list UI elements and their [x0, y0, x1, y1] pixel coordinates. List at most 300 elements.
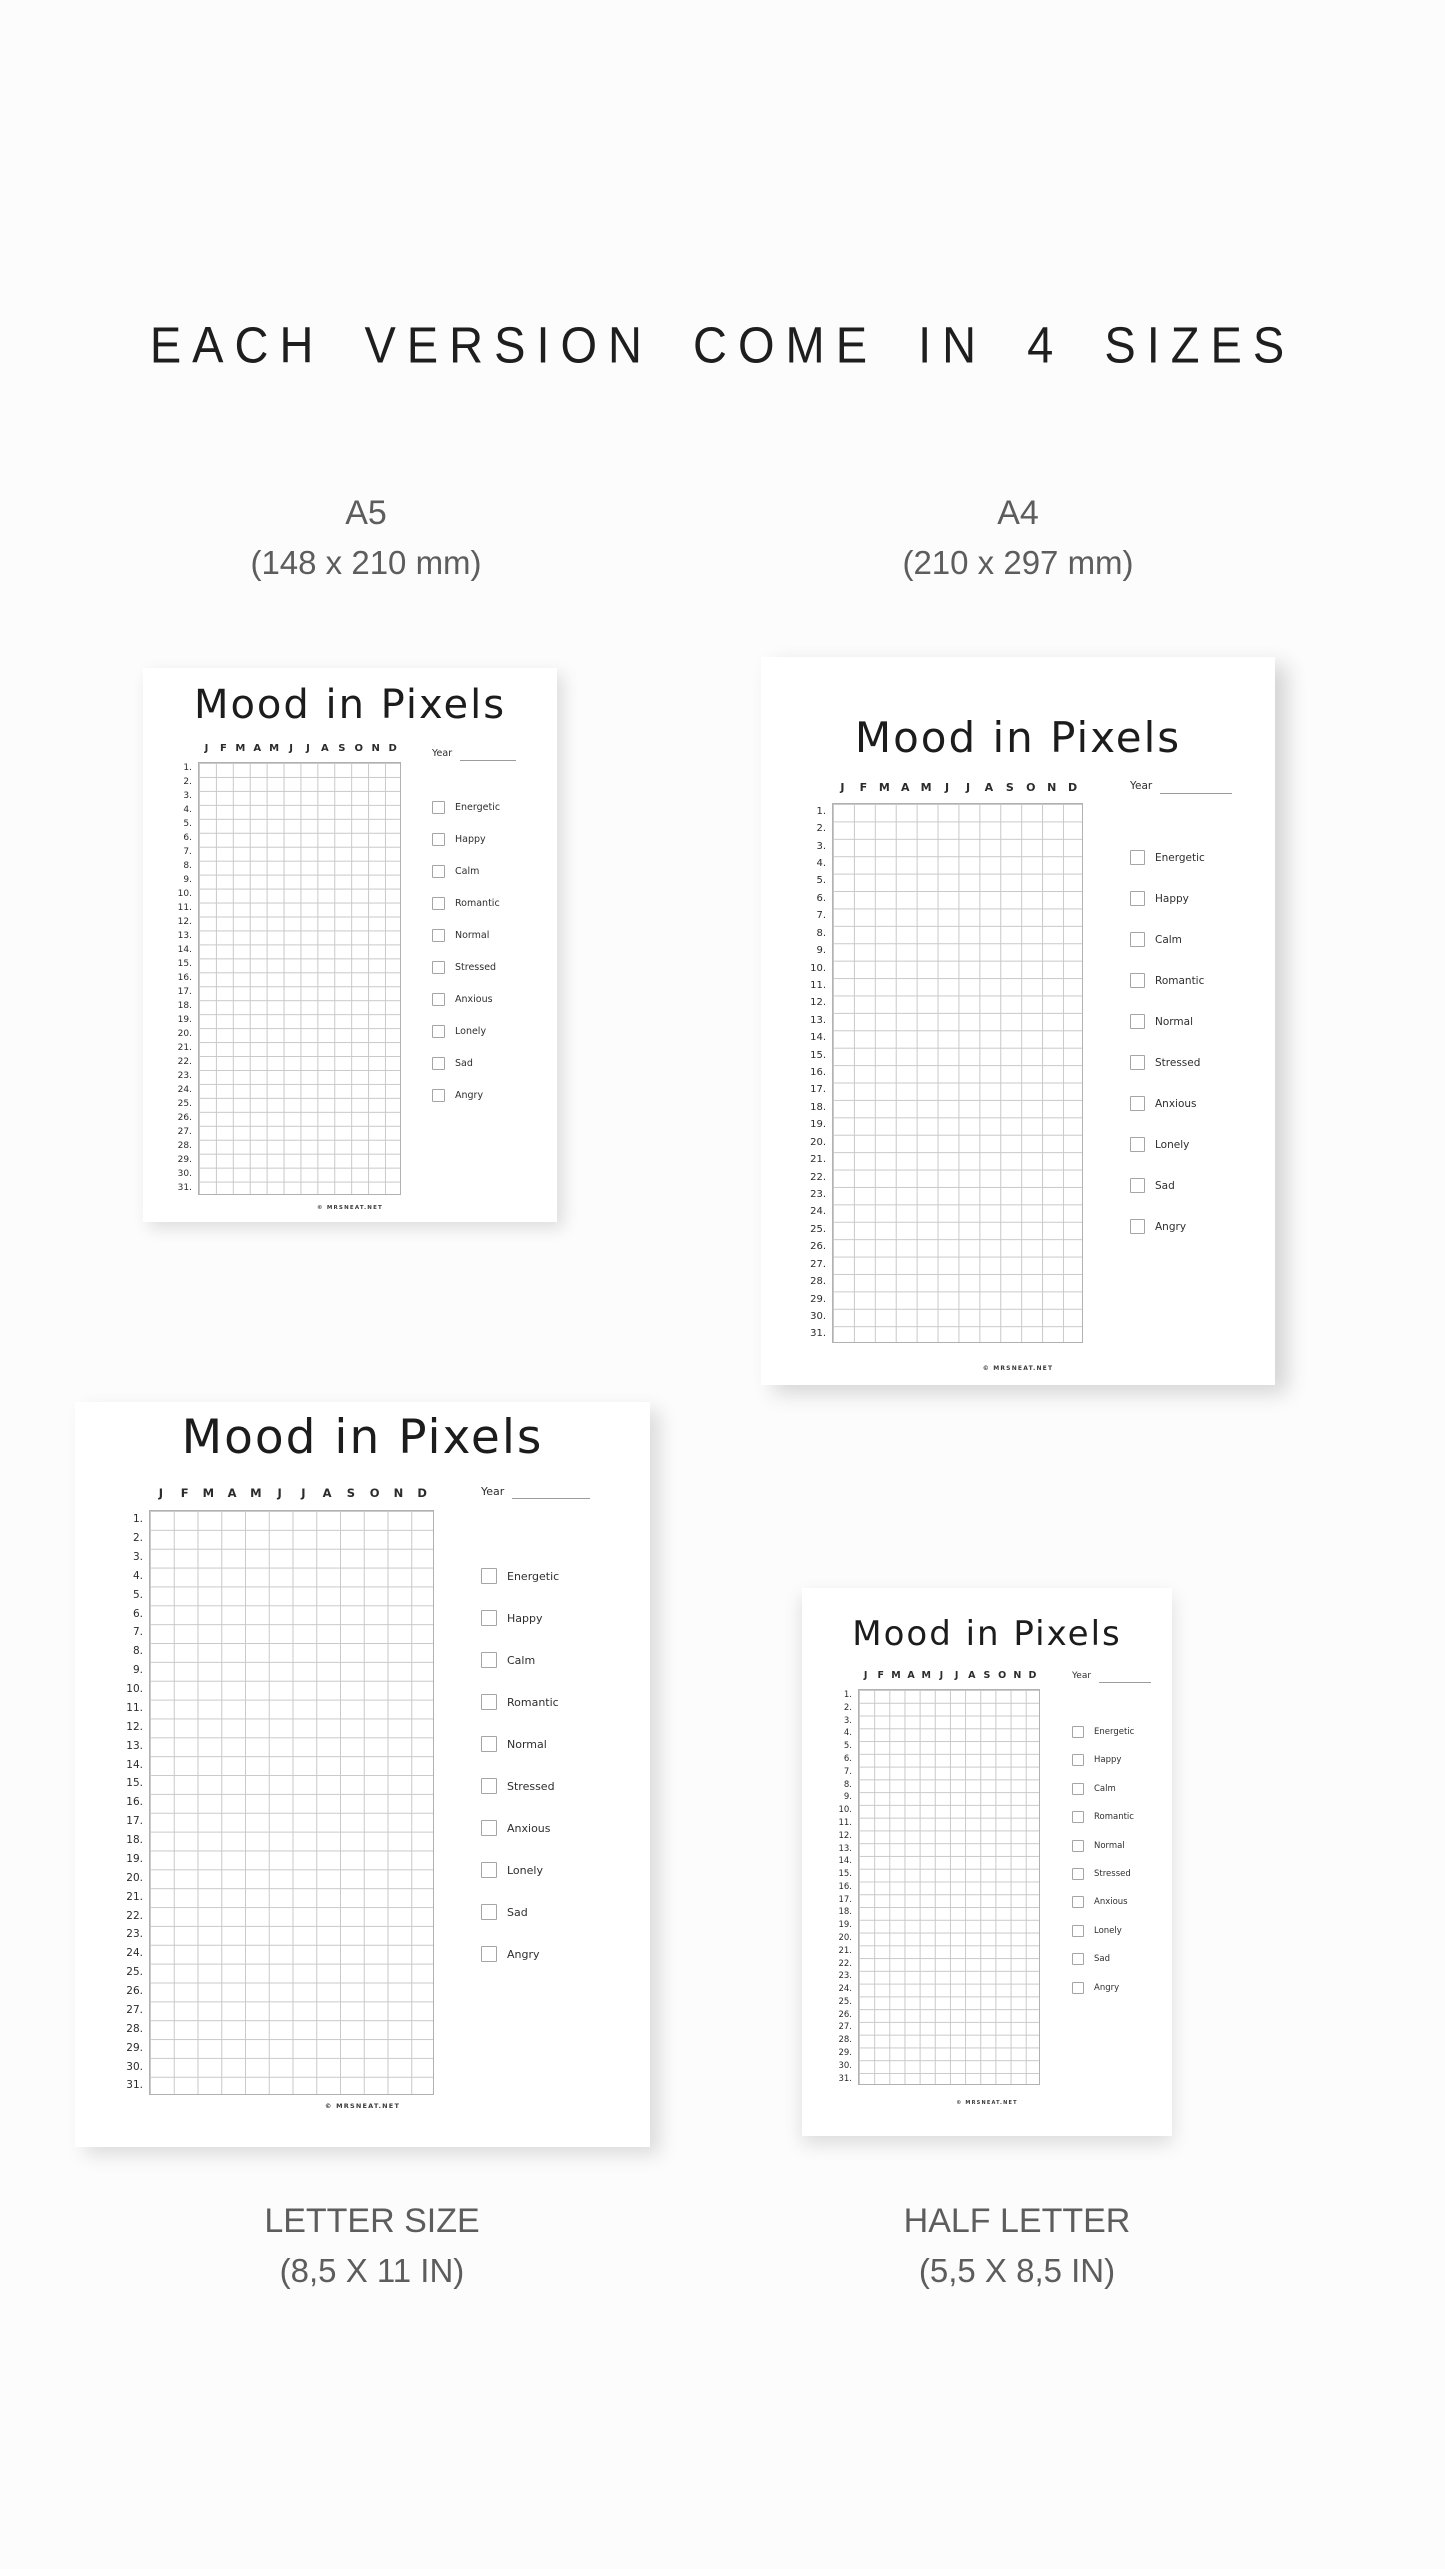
month-letter: S	[1005, 781, 1014, 794]
month-letter: A	[984, 781, 994, 794]
day-number: 17.	[838, 1894, 852, 1905]
size-dims-a4: (210 x 297 mm)	[902, 544, 1134, 581]
mood-checkbox	[481, 1862, 497, 1878]
planner-title: Mood in Pixels	[193, 682, 507, 728]
month-letter: J	[954, 1670, 959, 1681]
day-number: 6.	[183, 833, 192, 844]
mood-item	[481, 1694, 559, 1710]
day-number: 13.	[810, 1014, 826, 1026]
mood-checkbox	[1072, 1868, 1084, 1880]
day-number: 15.	[838, 1869, 852, 1880]
day-number: 14.	[810, 1032, 826, 1044]
mood-item	[481, 1904, 559, 1920]
day-number: 9.	[132, 1664, 143, 1677]
day-number: 21.	[177, 1042, 192, 1053]
day-number: 30.	[177, 1168, 192, 1179]
day-number: 25.	[126, 1966, 143, 1979]
mood-checkbox	[481, 1820, 497, 1836]
size-label-half	[817, 2196, 1217, 2296]
year-label: Year	[1130, 780, 1153, 792]
mood-checkbox	[1130, 973, 1145, 988]
months-row	[149, 1486, 434, 1501]
year-blank-line	[512, 1484, 590, 1499]
month-letter: O	[354, 743, 364, 754]
day-number: 24.	[810, 1206, 826, 1218]
day-number: 26.	[838, 2009, 852, 2020]
day-number: 19.	[810, 1119, 826, 1131]
month-letter: J	[277, 1486, 282, 1500]
mood-item	[481, 1820, 559, 1836]
mood-pixel-grid	[198, 762, 401, 1195]
mood-label: Energetic	[507, 1569, 560, 1583]
mood-label: Angry	[507, 1947, 540, 1961]
mood-item	[1072, 1783, 1134, 1795]
mood-item	[1130, 1219, 1205, 1234]
day-number: 22.	[177, 1056, 192, 1067]
month-letter: M	[235, 743, 246, 754]
day-number: 7.	[843, 1766, 852, 1777]
day-number: 23.	[177, 1070, 192, 1081]
day-number: 8.	[816, 927, 826, 939]
mood-item	[1130, 932, 1205, 947]
mood-label: Anxious	[1155, 1097, 1197, 1110]
planner-page	[143, 668, 557, 1222]
day-number: 24.	[126, 1947, 143, 1960]
size-name-half: HALF LETTER	[903, 2202, 1131, 2240]
mood-pixel-grid	[858, 1689, 1040, 2085]
day-number: 8.	[843, 1779, 852, 1790]
day-number: 27.	[126, 2003, 143, 2016]
day-number: 25.	[838, 1996, 852, 2007]
mood-label: Angry	[455, 1090, 484, 1101]
mood-item	[1130, 1055, 1205, 1070]
day-number: 20.	[177, 1028, 192, 1039]
mood-checkbox	[1072, 1726, 1084, 1738]
day-number: 16.	[177, 973, 192, 984]
day-number: 4.	[816, 857, 826, 869]
mood-item	[1072, 1840, 1134, 1852]
day-number: 21.	[838, 1945, 852, 1956]
day-number: 22.	[810, 1171, 826, 1183]
day-number: 18.	[810, 1101, 826, 1113]
day-number: 13.	[177, 931, 192, 942]
mood-item	[432, 801, 500, 814]
day-number: 3.	[132, 1550, 143, 1563]
mood-label: Anxious	[507, 1821, 551, 1835]
size-label-letter	[172, 2196, 572, 2296]
day-number: 14.	[177, 945, 192, 956]
planner-title: Mood in Pixels	[852, 1614, 1122, 1654]
day-number: 29.	[810, 1293, 826, 1305]
day-number-column	[784, 803, 826, 1343]
mood-item	[1130, 891, 1205, 906]
mood-label: Stressed	[1094, 1868, 1131, 1879]
day-number: 13.	[838, 1843, 852, 1854]
month-letter: A	[907, 1670, 915, 1681]
day-number: 28.	[177, 1140, 192, 1151]
mood-item	[1072, 1982, 1134, 1994]
mood-label: Happy	[455, 834, 486, 845]
day-number: 22.	[126, 1909, 143, 1922]
mood-checkbox	[432, 1089, 445, 1102]
planner-page	[75, 1402, 650, 2147]
day-number: 2.	[132, 1532, 143, 1545]
month-letter: O	[998, 1670, 1007, 1681]
month-letter: J	[306, 743, 310, 754]
a4-page-preview	[761, 657, 1275, 1385]
year-label: Year	[432, 748, 453, 760]
day-number: 29.	[126, 2041, 143, 2054]
mood-label: Normal	[507, 1737, 547, 1751]
mood-item	[432, 865, 500, 878]
mood-item	[481, 1778, 559, 1794]
mood-label: Sad	[455, 1058, 473, 1069]
size-name-a4: A4	[997, 494, 1039, 532]
day-number: 24.	[177, 1084, 192, 1095]
month-letter: N	[1047, 781, 1057, 794]
mood-checkbox	[1072, 1811, 1084, 1823]
day-number: 11.	[177, 903, 192, 914]
day-number: 11.	[838, 1817, 852, 1828]
mood-label: Lonely	[1094, 1925, 1122, 1936]
mood-checkbox	[432, 993, 445, 1006]
mood-checkbox	[432, 1025, 445, 1038]
day-number: 15.	[810, 1049, 826, 1061]
day-number: 11.	[126, 1701, 143, 1714]
mood-checkbox	[432, 1057, 445, 1070]
planner-title: Mood in Pixels	[854, 713, 1182, 762]
month-letter: J	[158, 1486, 164, 1500]
month-letter: D	[1028, 1670, 1037, 1681]
mood-checkbox	[1072, 1925, 1084, 1937]
month-letter: J	[204, 743, 209, 754]
mood-item	[432, 833, 500, 846]
month-letter: A	[322, 1486, 332, 1500]
day-number: 30.	[810, 1310, 826, 1322]
day-number: 12.	[810, 997, 826, 1009]
mood-checkbox	[1130, 850, 1145, 865]
day-number: 18.	[126, 1834, 143, 1847]
month-letter: D	[388, 743, 397, 754]
day-number: 1.	[816, 805, 826, 817]
year-blank-line	[460, 747, 516, 761]
mood-label: Angry	[1094, 1982, 1120, 1993]
months-row	[198, 742, 401, 755]
month-letter: A	[321, 743, 329, 754]
month-letter: J	[945, 781, 950, 794]
day-number: 6.	[816, 892, 826, 904]
mood-checkbox	[481, 1694, 497, 1710]
mood-label: Lonely	[507, 1863, 543, 1877]
mood-label: Happy	[1155, 892, 1189, 905]
month-letter: N	[393, 1486, 404, 1500]
day-number: 17.	[126, 1815, 143, 1828]
mood-list	[1072, 1726, 1134, 2010]
mood-label: Stressed	[455, 962, 497, 973]
mood-checkbox	[432, 801, 445, 814]
mood-pixel-grid	[149, 1510, 434, 2095]
day-number: 1.	[132, 1513, 143, 1526]
day-number: 19.	[177, 1014, 192, 1025]
mood-label: Angry	[1155, 1220, 1187, 1233]
mood-checkbox	[1072, 1953, 1084, 1965]
mood-checkbox	[481, 1946, 497, 1962]
mood-checkbox	[1130, 1055, 1145, 1070]
month-letter: O	[1026, 781, 1036, 794]
mood-label: Normal	[1094, 1840, 1125, 1851]
mood-label: Calm	[1155, 933, 1182, 946]
day-number: 9.	[816, 945, 826, 957]
mood-label: Sad	[1094, 1954, 1110, 1965]
day-number: 28.	[810, 1276, 826, 1288]
mood-label: Romantic	[1094, 1812, 1134, 1823]
mood-label: Stressed	[1155, 1056, 1201, 1069]
mood-checkbox	[1130, 1178, 1145, 1193]
mood-checkbox	[481, 1610, 497, 1626]
main-heading: EACH VERSION COME IN 4 SIZES	[149, 316, 1296, 374]
a5-page-preview	[143, 668, 557, 1222]
mood-item	[481, 1652, 559, 1668]
mood-item	[1130, 850, 1205, 865]
month-letter: F	[877, 1670, 884, 1681]
day-number: 7.	[183, 847, 192, 858]
day-number: 2.	[843, 1702, 852, 1713]
day-number: 5.	[843, 1741, 852, 1752]
mood-label: Energetic	[1094, 1727, 1135, 1737]
day-number-column	[810, 1689, 852, 2085]
day-number: 18.	[177, 1000, 192, 1011]
month-letter: D	[1068, 781, 1078, 794]
mood-label: Normal	[455, 930, 490, 941]
day-number: 12.	[177, 917, 192, 928]
mood-item	[432, 961, 500, 974]
month-letter: J	[301, 1486, 306, 1500]
mood-checkbox	[432, 833, 445, 846]
mood-checkbox	[1072, 1840, 1084, 1852]
day-number: 10.	[810, 962, 826, 974]
mood-checkbox	[432, 865, 445, 878]
year-field	[432, 747, 516, 761]
day-number: 11.	[810, 979, 826, 991]
month-letter: A	[253, 743, 262, 754]
day-number: 7.	[816, 910, 826, 922]
letter-page-preview	[75, 1402, 650, 2147]
year-field	[1072, 1670, 1151, 1683]
mood-label: Calm	[507, 1653, 536, 1667]
day-number: 29.	[177, 1154, 192, 1165]
day-number-column	[150, 762, 192, 1195]
day-number: 15.	[126, 1777, 143, 1790]
mood-item	[1130, 973, 1205, 988]
day-number: 5.	[132, 1588, 143, 1601]
mood-label: Romantic	[507, 1695, 559, 1709]
day-number: 16.	[810, 1067, 826, 1079]
mood-item	[432, 1025, 500, 1038]
day-number: 27.	[838, 2022, 852, 2033]
mood-item	[432, 897, 500, 910]
month-letter: S	[983, 1670, 991, 1681]
day-number: 30.	[126, 2060, 143, 2073]
day-number: 3.	[183, 791, 192, 802]
size-name-letter: LETTER SIZE	[264, 2202, 480, 2240]
day-number: 3.	[843, 1715, 852, 1726]
page-footer-credit: © MRSNEAT.NET	[324, 2102, 401, 2110]
mood-checkbox	[1072, 1783, 1084, 1795]
day-number-column	[101, 1510, 143, 2095]
mood-item	[1072, 1754, 1134, 1766]
mood-item	[432, 1057, 500, 1070]
mood-checkbox	[1130, 932, 1145, 947]
mood-list	[481, 1568, 559, 1988]
mood-pixel-grid	[832, 803, 1083, 1343]
mood-item	[1072, 1726, 1134, 1738]
month-letter: M	[920, 781, 932, 794]
mood-checkbox	[1072, 1754, 1084, 1766]
day-number: 2.	[816, 823, 826, 835]
day-number: 31.	[810, 1328, 826, 1340]
day-number: 23.	[810, 1188, 826, 1200]
month-letter: N	[371, 743, 380, 754]
planner-page	[761, 657, 1275, 1385]
day-number: 10.	[126, 1683, 143, 1696]
mood-item	[1130, 1137, 1205, 1152]
day-number: 17.	[177, 986, 192, 997]
day-number: 9.	[843, 1792, 852, 1803]
mood-label: Romantic	[455, 898, 500, 909]
page-footer-credit: © MRSNEAT.NET	[317, 1205, 383, 1211]
day-number: 1.	[843, 1690, 852, 1701]
mood-label: Normal	[1155, 1015, 1193, 1028]
day-number: 31.	[177, 1182, 192, 1193]
size-label-a5	[166, 488, 566, 588]
mood-item	[1130, 1096, 1205, 1111]
day-number: 20.	[126, 1871, 143, 1884]
month-letter: F	[859, 781, 868, 794]
month-letter: M	[269, 743, 280, 754]
mood-item	[481, 1568, 559, 1584]
month-letter: D	[417, 1486, 427, 1500]
day-number: 15.	[177, 959, 192, 970]
size-label-a4	[818, 488, 1218, 588]
day-number: 28.	[126, 2022, 143, 2035]
mood-label: Calm	[1094, 1783, 1116, 1794]
day-number: 19.	[126, 1852, 143, 1865]
day-number: 20.	[838, 1932, 852, 1943]
year-label: Year	[481, 1485, 505, 1498]
mood-checkbox	[481, 1568, 497, 1584]
day-number: 29.	[838, 2048, 852, 2059]
mood-checkbox	[481, 1904, 497, 1920]
month-letter: F	[180, 1486, 189, 1500]
mood-checkbox	[1130, 1096, 1145, 1111]
size-dims-half: (5,5 X 8,5 IN)	[918, 2252, 1116, 2289]
mood-label: Sad	[507, 1905, 528, 1919]
day-number: 10.	[838, 1805, 852, 1816]
day-number: 14.	[838, 1856, 852, 1867]
mood-item	[432, 993, 500, 1006]
day-number: 26.	[177, 1112, 192, 1123]
half-letter-page-preview	[802, 1588, 1172, 2136]
mood-item	[481, 1610, 559, 1626]
mood-label: Stressed	[507, 1779, 555, 1793]
mood-label: Romantic	[1155, 974, 1205, 987]
day-number: 2.	[183, 777, 192, 788]
month-letter: J	[863, 1670, 868, 1681]
mood-item	[1072, 1953, 1134, 1965]
day-number: 18.	[838, 1907, 852, 1918]
day-number: 1.	[183, 763, 192, 774]
page-footer-credit: © MRSNEAT.NET	[982, 1365, 1054, 1372]
day-number: 5.	[816, 875, 826, 887]
mood-checkbox	[432, 897, 445, 910]
month-letter: J	[289, 743, 293, 754]
mood-checkbox	[1130, 1219, 1145, 1234]
day-number: 16.	[838, 1881, 852, 1892]
day-number: 22.	[838, 1958, 852, 1969]
mood-item	[1072, 1811, 1134, 1823]
day-number: 12.	[126, 1720, 143, 1733]
day-number: 31.	[838, 2073, 852, 2084]
day-number: 7.	[132, 1626, 143, 1639]
day-number: 21.	[126, 1890, 143, 1903]
month-letter: O	[369, 1486, 380, 1500]
day-number: 10.	[177, 889, 192, 900]
mood-label: Energetic	[455, 802, 501, 813]
mood-checkbox	[1130, 1014, 1145, 1029]
mood-item	[481, 1862, 559, 1878]
mood-item	[1130, 1014, 1205, 1029]
month-letter: J	[840, 781, 845, 794]
months-row	[832, 781, 1083, 795]
mood-label: Happy	[507, 1611, 543, 1625]
day-number: 19.	[838, 1920, 852, 1931]
day-number: 25.	[177, 1098, 192, 1109]
mood-item	[1072, 1925, 1134, 1937]
mood-list	[432, 801, 500, 1121]
size-dims-letter: (8,5 X 11 IN)	[279, 2252, 465, 2289]
planner-page	[802, 1588, 1172, 2136]
day-number: 17.	[810, 1084, 826, 1096]
day-number: 6.	[132, 1607, 143, 1620]
mood-checkbox	[1130, 1137, 1145, 1152]
day-number: 31.	[126, 2079, 143, 2092]
day-number: 23.	[838, 1971, 852, 1982]
month-letter: S	[346, 1486, 356, 1500]
day-number: 4.	[132, 1569, 143, 1582]
day-number: 16.	[126, 1796, 143, 1809]
mood-label: Energetic	[1155, 851, 1205, 864]
mood-item	[432, 929, 500, 942]
month-letter: M	[878, 781, 890, 794]
day-number: 28.	[838, 2035, 852, 2046]
mood-item	[481, 1736, 559, 1752]
mood-label: Lonely	[1155, 1138, 1190, 1151]
day-number: 24.	[838, 1984, 852, 1995]
mood-checkbox	[481, 1778, 497, 1794]
day-number: 13.	[126, 1739, 143, 1752]
year-label: Year	[1072, 1671, 1092, 1682]
day-number: 26.	[810, 1241, 826, 1253]
day-number: 3.	[816, 840, 826, 852]
mood-label: Sad	[1155, 1179, 1175, 1192]
mood-item	[1072, 1896, 1134, 1908]
day-number: 12.	[838, 1830, 852, 1841]
day-number: 8.	[183, 861, 192, 872]
month-letter: S	[338, 743, 346, 754]
page-footer-credit: © MRSNEAT.NET	[956, 2100, 1018, 2106]
month-letter: A	[968, 1670, 976, 1681]
mood-checkbox	[481, 1736, 497, 1752]
